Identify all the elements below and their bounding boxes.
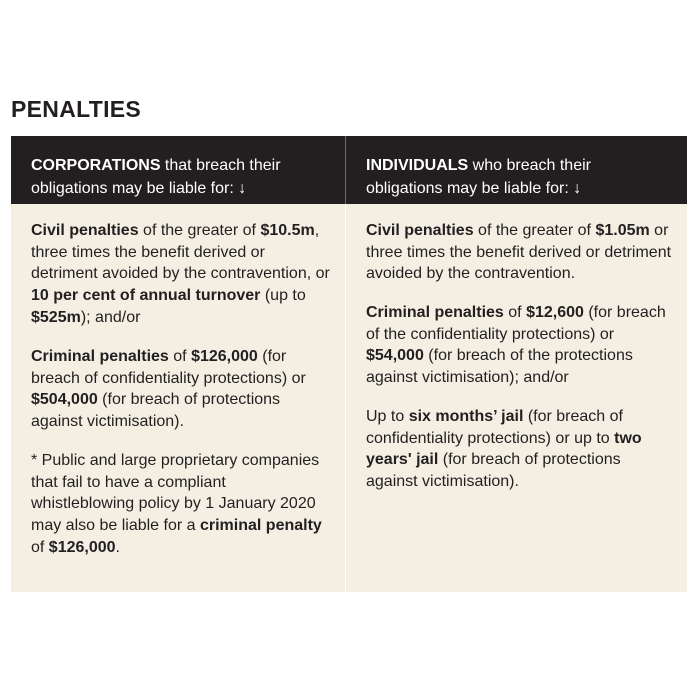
- arrow-down-icon: ↓: [573, 180, 582, 197]
- header-individuals: [366, 154, 666, 200]
- penalties-table: [11, 136, 687, 592]
- amount: $54,000: [366, 347, 424, 365]
- criminal-penalties-label: Criminal penalties: [366, 304, 504, 321]
- header-corporations: [31, 154, 331, 200]
- criminal-penalty-label: criminal penalty: [199, 517, 322, 535]
- jail-term: two years' jail: [366, 429, 642, 469]
- amount: $126,000: [191, 348, 258, 365]
- text-span: , three times the benefit derived or detriment avoided by the contravention, or: [31, 222, 330, 283]
- jail-term: six months’ jail: [408, 408, 524, 425]
- text-span: ); and/or: [80, 308, 141, 326]
- amount: $10.5m: [260, 222, 315, 239]
- table-header-row: [11, 136, 687, 204]
- amount: $126,000: [48, 538, 116, 556]
- amount: $1.05m: [595, 222, 650, 239]
- text-span: (for breach of confidentiality protections) or: [31, 348, 306, 387]
- text-span: (for breach of the confidentiality protections) or: [366, 304, 666, 343]
- text-span: of: [31, 538, 49, 556]
- individuals-jail-penalties: [366, 406, 676, 493]
- text-span: Up to: [366, 408, 409, 425]
- corporations-criminal-penalties: [31, 346, 331, 433]
- individuals-criminal-penalties: [366, 302, 676, 389]
- text-span: of the greater of: [138, 222, 261, 239]
- amount: $12,600: [526, 304, 584, 321]
- text-span: of: [168, 348, 192, 365]
- corporations-policy-note: [31, 450, 331, 559]
- text-span: or three times the benefit derived or detriment avoided by the contravention.: [366, 222, 672, 283]
- corporations-civil-penalties: [31, 220, 331, 329]
- amount: $525m: [31, 308, 81, 326]
- text-span: of the greater of: [473, 222, 596, 239]
- individuals-civil-penalties: [366, 220, 676, 285]
- text-span: of: [503, 304, 527, 321]
- civil-penalties-label: Civil penalties: [31, 222, 139, 239]
- civil-penalties-label: Civil penalties: [366, 222, 474, 239]
- criminal-penalties-label: Criminal penalties: [31, 348, 169, 365]
- text-span: (up to: [260, 287, 306, 305]
- header-corporations-text: that breach their obligations may be liable for:: [31, 157, 281, 197]
- text-span: (for breach of confidentiality protections) or up to: [366, 408, 623, 447]
- header-corporations-bold: CORPORATIONS: [31, 157, 161, 174]
- amount: 10 per cent of annual turnover: [31, 287, 261, 305]
- header-column-divider: [345, 136, 346, 204]
- text-span: * Public and large proprietary companies that fail to have a compliant whistleblowing policy by 1 January 2020 may also be liable for a: [31, 452, 320, 535]
- header-individuals-text: who breach their obligations may be liable for:: [366, 157, 591, 197]
- text-span: (for breach of the protections against victimisation); and/or: [366, 347, 633, 387]
- text-span: (for breach of protections against victimisation).: [31, 391, 281, 431]
- amount: $504,000: [31, 391, 98, 409]
- text-span: .: [115, 538, 120, 556]
- body-column-divider: [345, 204, 346, 592]
- page-title: PENALTIES: [11, 96, 142, 122]
- arrow-down-icon: ↓: [238, 180, 247, 197]
- text-span: (for breach of protections against victimisation).: [366, 451, 621, 491]
- header-individuals-bold: INDIVIDUALS: [366, 157, 469, 174]
